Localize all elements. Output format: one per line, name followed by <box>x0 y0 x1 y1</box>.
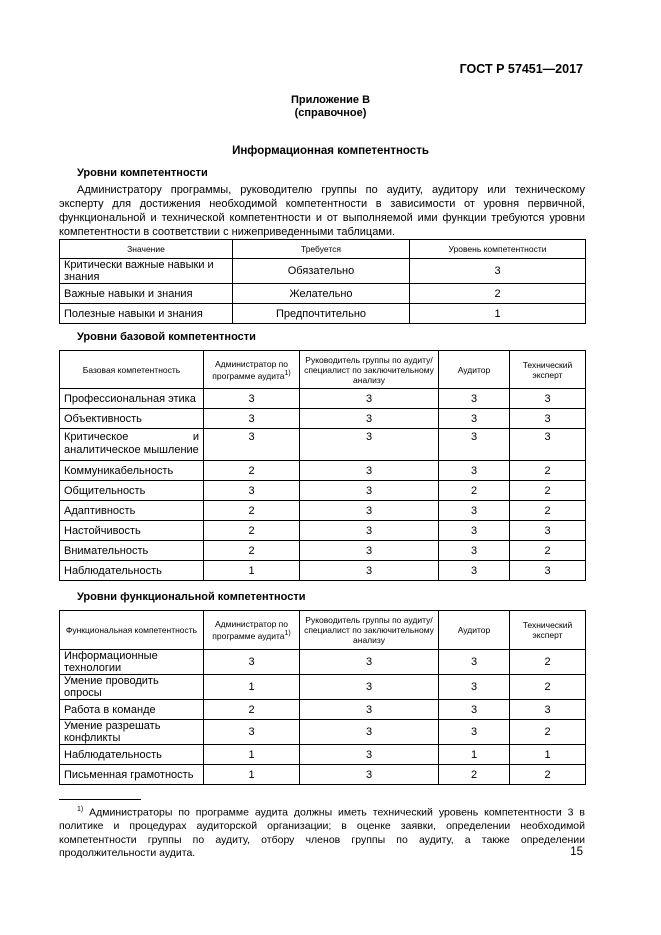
table-cell: 3 <box>300 720 439 745</box>
table-cell: Настойчивость <box>60 521 204 541</box>
table-cell: 3 <box>300 541 439 561</box>
table-row <box>60 745 586 765</box>
table-cell: 2 <box>510 720 586 745</box>
basic-col-admin-label: Администратор по программе аудита <box>212 358 289 381</box>
table-cell: 3 <box>204 409 300 429</box>
table-cell: 3 <box>204 429 300 461</box>
table-cell: 3 <box>439 501 510 521</box>
table-cell: 3 <box>300 481 439 501</box>
functional-table-header <box>60 611 586 650</box>
table-cell: 3 <box>510 409 586 429</box>
table-cell: 3 <box>439 409 510 429</box>
levels-col-value: Значение <box>60 240 233 259</box>
functional-col-leader: Руководитель группы по аудиту/специалист по заключительному анализу <box>300 611 439 650</box>
table-cell: 3 <box>439 650 510 675</box>
standard-code: ГОСТ Р 57451—2017 <box>459 62 583 76</box>
basic-col-auditor: Аудитор <box>439 351 510 389</box>
table-cell: 2 <box>204 501 300 521</box>
table-cell: 2 <box>510 501 586 521</box>
basic-col-leader: Руководитель группы по аудиту/специалист по заключительному анализу <box>300 351 439 389</box>
functional-col-competence: Функциональная компетентность <box>60 611 204 650</box>
table-row <box>60 481 586 501</box>
table-cell: Объективность <box>60 409 204 429</box>
table-cell: 3 <box>439 541 510 561</box>
table-cell: Наблюдательность <box>60 561 204 581</box>
table-row <box>60 521 586 541</box>
table-row <box>60 501 586 521</box>
functional-col-admin <box>204 611 300 650</box>
table-cell: 3 <box>204 389 300 409</box>
table-cell: Важные навыки и знания <box>60 284 233 304</box>
table-row <box>60 561 586 581</box>
table-cell: 3 <box>300 409 439 429</box>
table-cell: 3 <box>300 650 439 675</box>
table-cell: 2 <box>439 765 510 785</box>
levels-paragraph: Администратору программы, руководителю группы по аудиту, аудитору или техническому эксперту для достижения необходимой компетентности в зависимости от уровня первичной, функциональной и технической компетентности и от выполняемой ими функции требуются уровни компетентности в соответствии с нижеприведенными таблицами. <box>59 184 585 238</box>
table-cell: 3 <box>204 720 300 745</box>
levels-table-header <box>60 240 586 259</box>
footnote-divider <box>59 799 141 800</box>
table-cell: Адаптивность <box>60 501 204 521</box>
table-cell: Письменная грамотность <box>60 765 204 785</box>
basic-col-expert: Технический эксперт <box>510 351 586 389</box>
functional-col-expert: Технический эксперт <box>510 611 586 650</box>
levels-heading: Уровни компетентности <box>77 167 208 179</box>
table-row <box>60 765 586 785</box>
table-cell: 3 <box>300 501 439 521</box>
table-cell: 3 <box>204 650 300 675</box>
table-row <box>60 675 586 700</box>
table-cell: 3 <box>510 429 586 461</box>
table-cell: 3 <box>300 745 439 765</box>
table-cell: Умение разрешать конфликты <box>60 720 204 745</box>
functional-col-auditor: Аудитор <box>439 611 510 650</box>
table-cell: Желательно <box>233 284 410 304</box>
table-row <box>60 259 586 284</box>
appendix-heading <box>0 94 661 120</box>
table-cell: 3 <box>439 720 510 745</box>
table-cell: 2 <box>204 521 300 541</box>
functional-table <box>59 610 586 785</box>
basic-col-competence: Базовая компетентность <box>60 351 204 389</box>
levels-table <box>59 239 586 324</box>
table-cell: 1 <box>204 745 300 765</box>
table-cell: Наблюдательность <box>60 745 204 765</box>
table-cell: 3 <box>300 700 439 720</box>
table-row <box>60 650 586 675</box>
table-row <box>60 409 586 429</box>
levels-col-level: Уровень компетентности <box>410 240 586 259</box>
table-cell: 3 <box>410 259 586 284</box>
table-cell: 3 <box>439 561 510 581</box>
appendix-title: Приложение В <box>290 94 371 106</box>
functional-heading: Уровни функциональной компетентности <box>77 591 306 603</box>
table-cell: 3 <box>300 389 439 409</box>
table-cell: Критически важные навыки и знания <box>60 259 233 284</box>
table-cell: 2 <box>204 700 300 720</box>
table-cell: 1 <box>439 745 510 765</box>
table-cell: 3 <box>300 675 439 700</box>
table-cell: 2 <box>510 650 586 675</box>
table-cell: 3 <box>300 461 439 481</box>
table-cell: 2 <box>439 481 510 501</box>
table-row <box>60 429 586 461</box>
page-number: 15 <box>570 846 583 858</box>
footnote-mark: 1) <box>77 806 84 813</box>
table-cell: 1 <box>204 765 300 785</box>
table-cell: 3 <box>510 389 586 409</box>
table-cell: Работа в команде <box>60 700 204 720</box>
table-cell: 2 <box>510 481 586 501</box>
table-cell: Предпочтительно <box>233 304 410 324</box>
table-cell: 3 <box>439 675 510 700</box>
table-row <box>60 700 586 720</box>
table-cell: Полезные навыки и знания <box>60 304 233 324</box>
table-cell: 2 <box>204 461 300 481</box>
table-cell: Внимательность <box>60 541 204 561</box>
table-row <box>60 720 586 745</box>
appendix-subtitle: (справочное) <box>294 107 367 119</box>
table-cell: Информационные технологии <box>60 650 204 675</box>
table-cell: Коммуникабельность <box>60 461 204 481</box>
table-cell: 3 <box>510 521 586 541</box>
table-cell: 3 <box>439 389 510 409</box>
table-cell: Умение проводить опросы <box>60 675 204 700</box>
table-cell: 3 <box>300 561 439 581</box>
table-cell: 2 <box>410 284 586 304</box>
table-row <box>60 284 586 304</box>
table-cell: 2 <box>510 461 586 481</box>
basic-col-admin <box>204 351 300 389</box>
table-cell: 2 <box>510 675 586 700</box>
table-cell: 3 <box>510 700 586 720</box>
table-row <box>60 541 586 561</box>
table-cell: Профессиональная этика <box>60 389 204 409</box>
basic-heading: Уровни базовой компетентности <box>77 331 256 343</box>
levels-col-required: Требуется <box>233 240 410 259</box>
table-cell: 2 <box>510 541 586 561</box>
table-cell: 3 <box>300 765 439 785</box>
footnote-ref: 1) <box>284 630 291 638</box>
footnote <box>59 803 585 861</box>
table-cell: Обязательно <box>233 259 410 284</box>
table-cell: 1 <box>204 561 300 581</box>
table-cell: 2 <box>204 541 300 561</box>
table-cell: Критическое и аналитическое мышление <box>60 429 204 461</box>
footnote-text: Администраторы по программе аудита должны иметь технический уровень компетентности 3 в политике и процедурах аудиторской организации; в оценке заявки, определении необходимой компетентности группы по аудиту, отбору членов группы по аудиту, а также определении продолжительности аудита. <box>59 806 585 859</box>
table-row <box>60 389 586 409</box>
table-row <box>60 304 586 324</box>
table-cell: Общительность <box>60 481 204 501</box>
basic-table-header <box>60 351 586 389</box>
table-row <box>60 461 586 481</box>
basic-table <box>59 350 586 581</box>
table-cell: 3 <box>439 521 510 541</box>
table-cell: 1 <box>510 745 586 765</box>
footnote-ref: 1) <box>284 369 291 377</box>
table-cell: 3 <box>510 561 586 581</box>
table-cell: 2 <box>510 765 586 785</box>
table-cell: 3 <box>204 481 300 501</box>
page-title: Информационная компетентность <box>232 145 429 157</box>
table-cell: 3 <box>439 700 510 720</box>
table-cell: 3 <box>300 429 439 461</box>
table-cell: 3 <box>300 521 439 541</box>
table-cell: 3 <box>439 429 510 461</box>
table-cell: 1 <box>410 304 586 324</box>
table-cell: 1 <box>204 675 300 700</box>
functional-col-admin-label: Администратор по программе аудита <box>212 619 289 641</box>
table-cell: 3 <box>439 461 510 481</box>
